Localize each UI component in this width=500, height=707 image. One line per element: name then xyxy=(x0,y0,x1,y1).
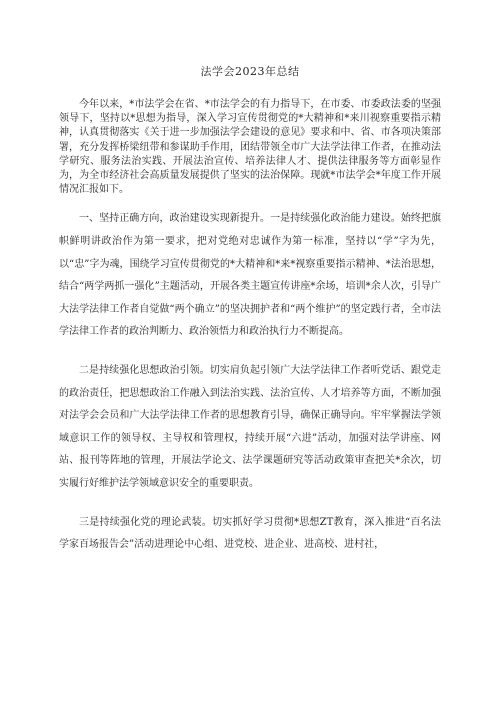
paragraph-theoretical-armament: 三是持续强化党的理论武装。切实抓好学习贯彻*思想ZT教育，深入推进“百名法学家百场报告会”活动进理论中心组、进党校、进企业、进高校、进村社， xyxy=(59,516,441,551)
document-title: 法学会2023年总结 xyxy=(200,65,300,78)
paragraph-intro: 今年以来，*市法学会在省、*市法学会的有力指导下，在市委、市委政法委的坚强领导下，坚持以*思想为指导，深入学习宣传贯彻党的*大精神和*来川视察重要指示精神，认真贯彻落实《关于进一步加强法学会建设的意见》要求和中、省、市各项决策部署，充分发挥桥梁纽带和参谋助手作用，团结带领全市广大法学法律工作者，在推动法学研究、服务法治实践、开展法治宣传、培养法律人才、提供法律服务等方面彰显作为，为全市经济社会高质量发展提供了坚实的法治保障。现就*市法学会*年度工作开展情况汇报如下。 xyxy=(59,99,441,196)
paragraph-ideological-guidance: 二是持续强化思想政治引领。切实肩负起引领广大法学法律工作者听党话、跟党走的政治责任，把思想政治工作融入到法治实践、法治宣传、人才培养等方面，不断加强对法学会会员和广大法学法律工作者的思想教育引导，确保正确导向。牢牢掌握法学领域意识工作的领导权、主导权和管理权，持续开展“六进”活动，加强对法学讲座、网站、报刊等阵地的管理，开展法学论文、法学课题研究等活动政策审查把关*余次，切实履行好维护法学领域意识安全的重要职责。 xyxy=(59,364,441,489)
document-body xyxy=(59,98,441,557)
paragraph-political-building: 一、坚持正确方向，政治建设实现新提升。一是持续强化政治能力建设。始终把旗帜鲜明讲政治作为第一要求，把对党绝对忠诚作为第一标准，坚持以“学”字为先，以“忠”字为魂，围绕学习宣传贯彻党的*大精神和*来*视察重要指示精神、*法治思想，结合“两学两抓一强化”主题活动，开展各类主题宣传讲座*余场，培训*余人次，引导广大法学法律工作者自觉做“两个确立”的坚决拥护者和“两个维护”的坚定践行者，全市法学法律工作者的政治判断力、政治领悟力和政治执行力不断提高。 xyxy=(59,213,441,338)
